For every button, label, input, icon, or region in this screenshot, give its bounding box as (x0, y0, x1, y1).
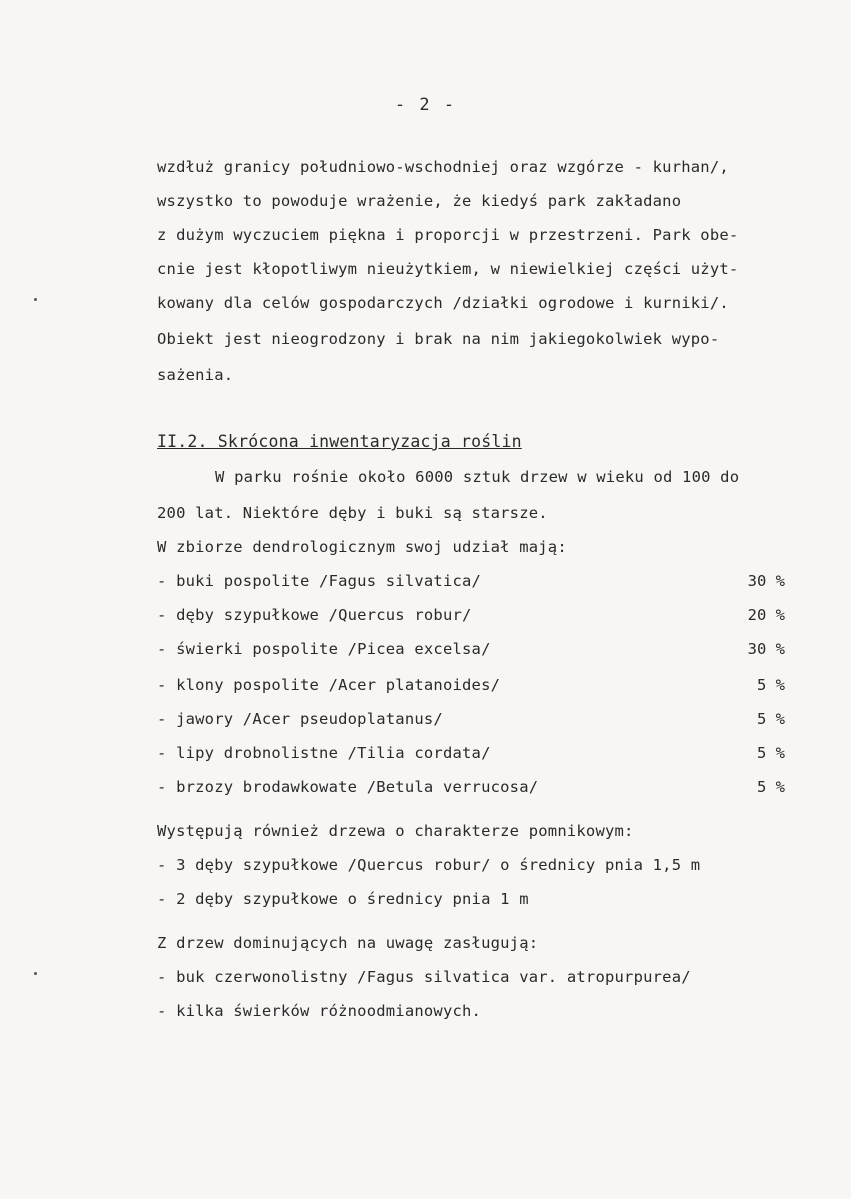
text-line: wzdłuż granicy południowo-wschodniej oraz wzgórze - kurhan/, (157, 158, 729, 176)
text-line: Obiekt jest nieogrodzony i brak na nim jakiegokolwiek wypo- (157, 330, 720, 348)
species-share: 5 % (757, 676, 785, 694)
text-line: W zbiorze dendrologicznym swoj udział mają: (157, 538, 567, 556)
text-line: kowany dla celów gospodarczych /działki ogrodowe i kurniki/. (157, 294, 729, 312)
species-name: - jawory /Acer pseudoplatanus/ (157, 710, 443, 728)
list-item: - kilka świerków różnoodmianowych. (157, 1002, 482, 1020)
text-line: wszystko to powoduje wrażenie, że kiedyś park zakładano (157, 192, 682, 210)
text-line: z dużym wyczuciem piękna i proporcji w przestrzeni. Park obe- (157, 226, 739, 244)
species-name: - lipy drobnolistne /Tilia cordata/ (157, 744, 491, 762)
list-item: - 2 dęby szypułkowe o średnicy pnia 1 m (157, 890, 529, 908)
species-name: - świerki pospolite /Picea excelsa/ (157, 640, 491, 658)
species-share: 5 % (757, 744, 785, 762)
text-line: cnie jest kłopotliwym nieużytkiem, w niewielkiej części użyt- (157, 260, 739, 278)
list-item: - 3 dęby szypułkowe /Quercus robur/ o średnicy pnia 1,5 m (157, 856, 701, 874)
species-name: - brzozy brodawkowate /Betula verrucosa/ (157, 778, 539, 796)
text-line: W parku rośnie około 6000 sztuk drzew w wieku od 100 do (215, 468, 740, 486)
species-share: 5 % (757, 778, 785, 796)
scan-speck (34, 972, 37, 975)
species-share: 20 % (747, 606, 785, 624)
species-name: - klony pospolite /Acer platanoides/ (157, 676, 501, 694)
species-name: - buki pospolite /Fagus silvatica/ (157, 572, 482, 590)
text-line: Występują również drzewa o charakterze pomnikowym: (157, 822, 634, 840)
page-number: - 2 - (394, 95, 457, 115)
text-line: 200 lat. Niektóre dęby i buki są starsze. (157, 504, 548, 522)
species-share: 30 % (747, 640, 785, 658)
section-heading: II.2. Skrócona inwentaryzacja roślin (157, 432, 522, 451)
scan-speck (34, 298, 37, 301)
species-share: 5 % (757, 710, 785, 728)
list-item: - buk czerwonolistny /Fagus silvatica var. atropurpurea/ (157, 968, 691, 986)
species-share: 30 % (747, 572, 785, 590)
text-line: sażenia. (157, 366, 234, 384)
text-line: Z drzew dominujących na uwagę zasługują: (157, 934, 539, 952)
species-name: - dęby szypułkowe /Quercus robur/ (157, 606, 472, 624)
